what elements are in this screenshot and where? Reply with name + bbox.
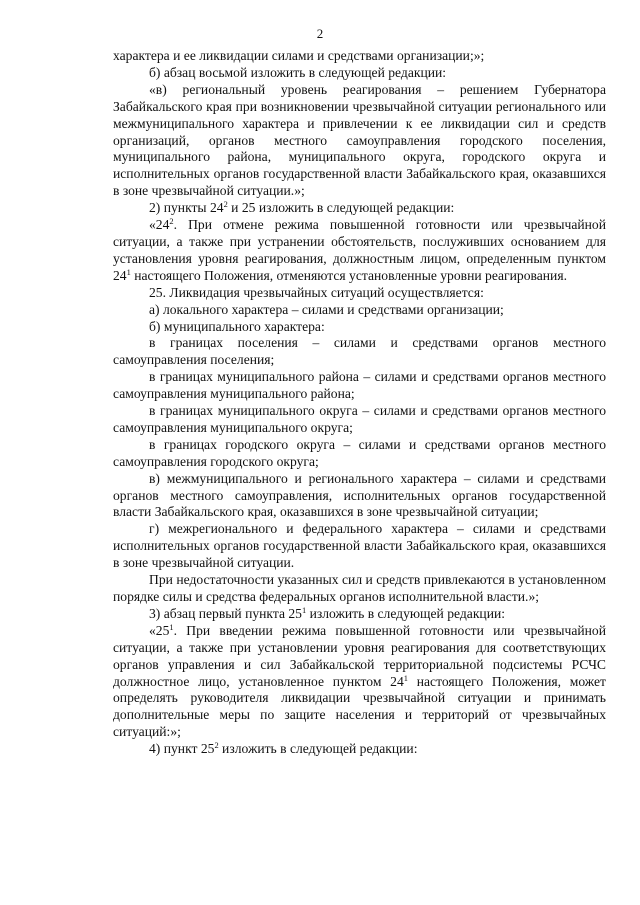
paragraph-text: в границах муниципального района – силами и средствами органов местного самоуправления муниципального района; [113,369,606,402]
paragraph-text: в границах городского округа – силами и средствами органов местного самоуправления городского округа; [113,436,606,469]
paragraph-text: 4) пункт 25 [149,741,215,757]
paragraph-text: При недостаточности указанных сил и средств привлекаются в установленном порядке силы и средства федеральных органов исполнительной власти.»; [113,572,606,604]
paragraph-text: характера и ее ликвидации силами и средствами организации;»; [113,48,485,63]
paragraph-text: в границах муниципального округа – силами и средствами органов местного самоуправления муниципального округа; [113,403,606,435]
document-paragraph [113,302,606,319]
superscript-index: 1 [169,621,174,632]
paragraph-text: настоящего Положения, отменяются установленные уровни реагирования. [130,267,567,283]
paragraph-text: и 25 изложить в следующей редакции: [227,200,455,216]
paragraph-text: «24 [149,217,170,233]
paragraph-text: настоящего Положения, может определять руководителя ликвидации чрезвычайной ситуации и принимать дополнительные меры по защите населения и территорий от чрезвычайных ситуаций:»; [113,673,606,740]
document-paragraph [113,48,606,65]
document-paragraph [113,200,606,217]
superscript-index: 1 [126,266,131,277]
document-paragraph [113,741,606,758]
document-paragraph [113,319,606,336]
superscript-index: 2 [169,216,174,227]
paragraph-text: б) муниципального характера: [149,318,325,334]
paragraph-text: «25 [149,622,170,638]
paragraph-text: 3) абзац первый пункта 25 [149,605,302,621]
document-paragraph [113,217,606,285]
superscript-index: 2 [223,199,228,210]
document-paragraph [113,82,606,200]
document-paragraph [113,521,606,572]
document-paragraph [113,335,606,369]
document-paragraph [113,403,606,437]
paragraph-text: 25. Ликвидация чрезвычайных ситуаций осуществляется: [149,284,484,300]
paragraph-text: . При отмене режима повышенной готовности или чрезвычайной ситуации, а также при устранении обстоятельств, послуживших основанием для установления уровня реагирования, должностным лицом, определенным пунктом 24 [113,217,606,283]
document-paragraph [113,623,606,741]
paragraph-text: 2) пункты 24 [149,200,224,216]
page-number: 2 [316,26,324,41]
paragraph-text: . При введении режима повышенной готовности или чрезвычайной ситуации, а также при установлении уровня реагирования для соответствующих органов управления и сил Забайкальской территориальной подсистемы РСЧС должностное лицо, установленное пунктом 24 [113,622,606,689]
paragraph-text: г) межрегионального и федерального характера – силами и средствами исполнительных органов государственной власти Забайкальского края, оказавшихся в зоне чрезвычайной ситуации. [113,521,606,571]
document-paragraph [113,471,606,522]
paragraph-text: «в) региональный уровень реагирования – решением Губернатора Забайкальского края при возникновении чрезвычайной ситуации регионального или межмуниципального характера и привлечении к ее ликвидации сил и средств организаций, органов местного самоуправления городского поселения, муниципального района, муниципального округа, городского округа и исполнительных органов государственной власти Забайкальского края, оказавшихся в зоне чрезвычайной ситуации.»; [113,81,606,199]
paragraph-text: изложить в следующей редакции: [218,741,418,757]
superscript-index: 2 [214,740,219,751]
document-paragraph [113,285,606,302]
document-paragraph [113,437,606,471]
document-body [113,48,606,758]
paragraph-text: б) абзац восьмой изложить в следующей редакции: [149,64,447,80]
document-paragraph [113,572,606,606]
paragraph-text: в) межмуниципального и регионального характера – силами и средствами органов местного самоуправления, исполнительных органов государственной власти Забайкальского края, оказавшихся в зоне чрезвычайной ситуации; [113,470,606,520]
paragraph-text: в границах поселения – силами и средствами органов местного самоуправления поселения; [113,335,606,368]
superscript-index: 1 [301,604,307,615]
document-paragraph [113,369,606,403]
document-paragraph [113,606,606,623]
paragraph-text: а) локального характера – силами и средствами организации; [149,301,504,317]
superscript-index: 1 [403,672,408,683]
document-paragraph [113,65,606,82]
paragraph-text: изложить в следующей редакции: [306,605,506,621]
